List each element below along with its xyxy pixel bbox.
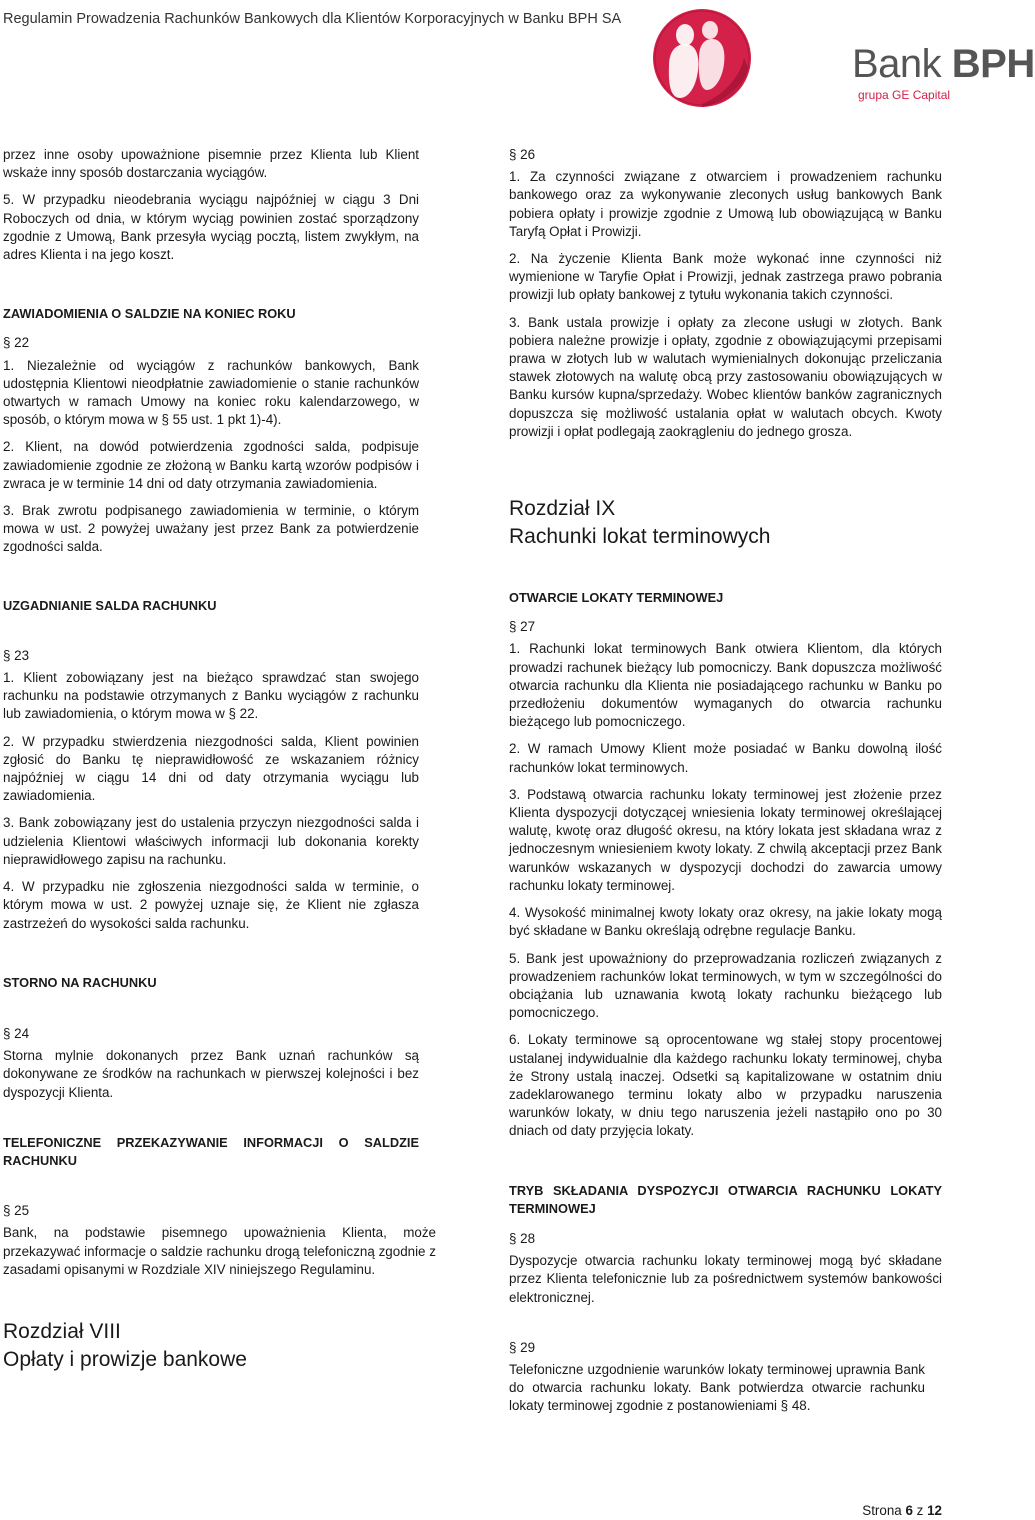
heading-storno: STORNO NA RACHUNKU: [3, 974, 157, 990]
footer-total-pages: 12: [927, 1503, 942, 1518]
section-22: § 22: [3, 335, 30, 351]
chapter-8-number: Rozdział VIII: [3, 1319, 121, 1343]
chapter-8-title: Opłaty i prowizje bankowe: [3, 1347, 247, 1371]
logo-subtitle: grupa GE Capital: [858, 88, 951, 102]
section-27: § 27: [509, 619, 536, 635]
section-26-item-1: 1. Za czynności związane z otwarciem i prowadzeniem rachunku bankowego oraz za wykonywanie zleconych usług bankowych Bank pobiera opłaty i prowizje zgodnie z Umową lub obowiązującą w Banku Taryfą Opłat i Prowizji.: [509, 169, 942, 239]
heading-telefoniczne: TELEFONICZNE PRZEKAZYWANIE INFORMACJI O SALDZIE RACHUNKU: [3, 1134, 419, 1168]
section-22-item-3: 3. Brak zwrotu podpisanego zawiadomienia w terminie, o którym mowa w ust. 2 powyżej uważany jest przez Bank za potwierdzenie zgodności salda.: [3, 503, 419, 555]
section-26: § 26: [509, 147, 536, 162]
bank-bph-logo: [652, 8, 1035, 110]
section-24: § 24: [3, 1025, 30, 1041]
section-25-text: Bank, na podstawie pisemnego upoważnienia Klienta, może przekazywać informacje o saldzie rachunku drogą telefoniczną zgodnie z zasadami opisanymi w Rozdziale XIV niniejszego Regulaminu.: [3, 1225, 436, 1277]
heading-saldo-koniec-roku: ZAWIADOMIENIA O SALDZIE NA KONIEC ROKU: [3, 306, 296, 322]
section-26-item-3: 3. Bank ustala prowizje i opłaty za zlecone usługi w złotych. Bank pobiera należne prowizje i opłaty, zgodnie z obowiązującymi przepisami prawa w złotych lub w walutach wymienialnych dokonując przeliczania stawek złotowych na walutę obcą przy zastosowaniu obowiązujących w Banku kursów kupna/sprzedaży. Wobec klientów banków zagranicznych dopuszcza się możliwość ustalania opłat w walutach obcych. Kwoty prowizji i opłat podlegają zaokrągleniu do jednego grosza.: [509, 314, 942, 439]
section-23-item-1: 1. Klient zobowiązany jest na bieżąco sprawdzać stan swojego rachunku na podstawie otrzymanych z Banku wyciągów z rachunku lub zawiadomienia, o którym mowa w § 22.: [3, 670, 419, 722]
section-28: § 28: [509, 1230, 536, 1246]
document-title: Regulamin Prowadzenia Rachunków Bankowych dla Klientów Korporacyjnych w Banku BPH SA: [3, 11, 622, 27]
logo-bank: Bank: [852, 42, 942, 86]
section-27-item-6: 6. Lokaty terminowe są oprocentowane wg stałej stopy procentowej ustalanej indywidualnie dla każdego rachunku lokaty terminowej, chyba że Strony ustalą inaczej. Odsetki są kapitalizowane w ostatnim dniu zadeklarowanego terminu lokaty albo w przypadku naruszenia warunków lokaty, w dniu tego naruszenia jeżeli nastąpiło ono po 30 dniach od daty przyjęcia lokaty.: [509, 1032, 942, 1139]
bank-bph-logo-icon: [652, 8, 852, 110]
section-23: § 23: [3, 647, 30, 663]
heading-uzgadnianie-salda: UZGADNIANIE SALDA RACHUNKU: [3, 597, 217, 613]
footer-separator: z: [916, 1503, 924, 1518]
section-24-text: Storna mylnie dokonanych przez Bank uznań rachunków są dokonywane ze środków na rachunkach w pierwszej kolejności i bez dyspozycji Klienta.: [3, 1048, 419, 1100]
footer-page-number: 6: [905, 1503, 913, 1518]
heading-tryb-skladania: TRYB SKŁADANIA DYSPOZYCJI OTWARCIA RACHUNKU LOKATY TERMINOWEJ: [509, 1182, 942, 1216]
left-column: [3, 146, 436, 1374]
section-22-item-1: 1. Niezależnie od wyciągów z rachunków bankowych, Bank udostępnia Klientowi nieodpłatnie zawiadomienie o stanie rachunków otwartych w ramach Umowy na koniec roku kalendarzowego, w sposób, o którym mowa w § 55 ust. 1 pkt 1)-4).: [3, 357, 419, 428]
logo-bph: BPH: [951, 42, 1035, 86]
section-27-item-4: 4. Wysokość minimalnej kwoty lokaty oraz okresy, na jakie lokaty mogą być składane w Banku określają odrębne regulacje Banku.: [509, 905, 942, 939]
section-27-item-5: 5. Bank jest upoważniony do przeprowadzania rozliczeń związanych z prowadzeniem rachunków lokat terminowych, w tym w szczególności do obciążania lub uznawania kwotą lokaty rachunku bieżącego lub pomocniczego.: [509, 950, 942, 1021]
paragraph-5: 5. W przypadku nieodebrania wyciągu najpóźniej w ciągu 3 Dni Roboczych od dnia, w którym wyciąg powinien zostać sporządzony zgodnie z Umową, Bank przesyła wyciąg pocztą, listem zwykłym, na adres Klienta i na jego koszt.: [3, 192, 419, 263]
right-column: [509, 146, 942, 1416]
section-26-item-2: 2. Na życzenie Klienta Bank może wykonać inne czynności niż wymienione w Taryfie Opłat i Prowizji, jednak zastrzega prawo pobrania prowizji lub opłaty bankowej z tytułu wykonania takich czynności.: [509, 251, 942, 303]
intro-paragraph: przez inne osoby upoważnione pisemnie przez Klienta lub Klient wskaże inny sposób dostarczania wyciągów.: [3, 147, 419, 181]
chapter-9-number: Rozdział IX: [509, 497, 616, 521]
section-28-text: Dyspozycje otwarcia rachunku lokaty terminowej mogą być składane przez Klienta telefonicznie lub za pośrednictwem systemów bankowości elektronicznej.: [509, 1253, 942, 1305]
section-29: § 29: [509, 1339, 536, 1355]
section-23-item-3: 3. Bank zobowiązany jest do ustalenia przyczyn niezgodności salda i udzielenia Klientowi właściwych informacji lub dokonania korekty nieprawidłowego zapisu na rachunku.: [3, 815, 419, 867]
page-footer: [862, 1503, 942, 1518]
section-25: § 25: [3, 1203, 30, 1219]
section-27-item-1: 1. Rachunki lokat terminowych Bank otwiera Klientom, dla których prowadzi rachunek bieżący lub pomocniczy. Bank dopuszcza możliwość otwarcia rachunku dla Klienta nie posiadającego rachunku w Banku po przedłożeniu dokumentów wymaganych do otwarcia rachunku bieżącego lub pomocniczego.: [509, 641, 942, 730]
section-22-item-2: 2. Klient, na dowód potwierdzenia zgodności salda, podpisuje zawiadomienie zgodnie ze złożoną w Banku kartą wzorów podpisów i zwraca je w terminie 14 dni od daty otrzymania zawiadomienia.: [3, 439, 419, 491]
section-23-item-4: 4. W przypadku nie zgłoszenia niezgodności salda w terminie, o którym mowa w ust. 2 powyżej uznaje się, że Klient nie zgłasza zastrzeżeń do wysokości salda rachunku.: [3, 879, 419, 931]
logo-wordmark: [852, 42, 1035, 87]
chapter-9-title: Rachunki lokat terminowych: [509, 525, 771, 549]
section-27-item-3: 3. Podstawą otwarcia rachunku lokaty terminowej jest złożenie przez Klienta dyspozycji dotyczącej wniesienia lokaty terminowej określającej walutę, kwotę oraz długość okresu, na który lokata jest składana wraz z jednoczesnym wniesieniem kwoty lokaty. Z chwilą akceptacji przez Bank warunków wskazanych w dyspozycji dochodzi do zawarcia umowy rachunku lokaty terminowej.: [509, 786, 942, 893]
section-29-text: Telefoniczne uzgodnienie warunków lokaty terminowej uprawnia Bank do otwarcia rachunku lokaty. Bank potwierdza otwarcie rachunku lokaty terminowej zgodnie z postanowieniami § 48.: [509, 1361, 925, 1414]
section-27-item-2: 2. W ramach Umowy Klient może posiadać w Banku dowolną ilość rachunków lokat terminowych.: [509, 741, 942, 775]
section-23-item-2: 2. W przypadku stwierdzenia niezgodności salda, Klient powinien zgłosić do Banku tę nieprawidłowość ze wskazaniem różnicy najpóźniej w ciągu 14 dni od daty otrzymania wyciągu lub zawiadomienia.: [3, 733, 419, 804]
heading-otwarcie-lokaty: OTWARCIE LOKATY TERMINOWEJ: [509, 590, 724, 606]
footer-prefix: Strona: [862, 1503, 902, 1518]
